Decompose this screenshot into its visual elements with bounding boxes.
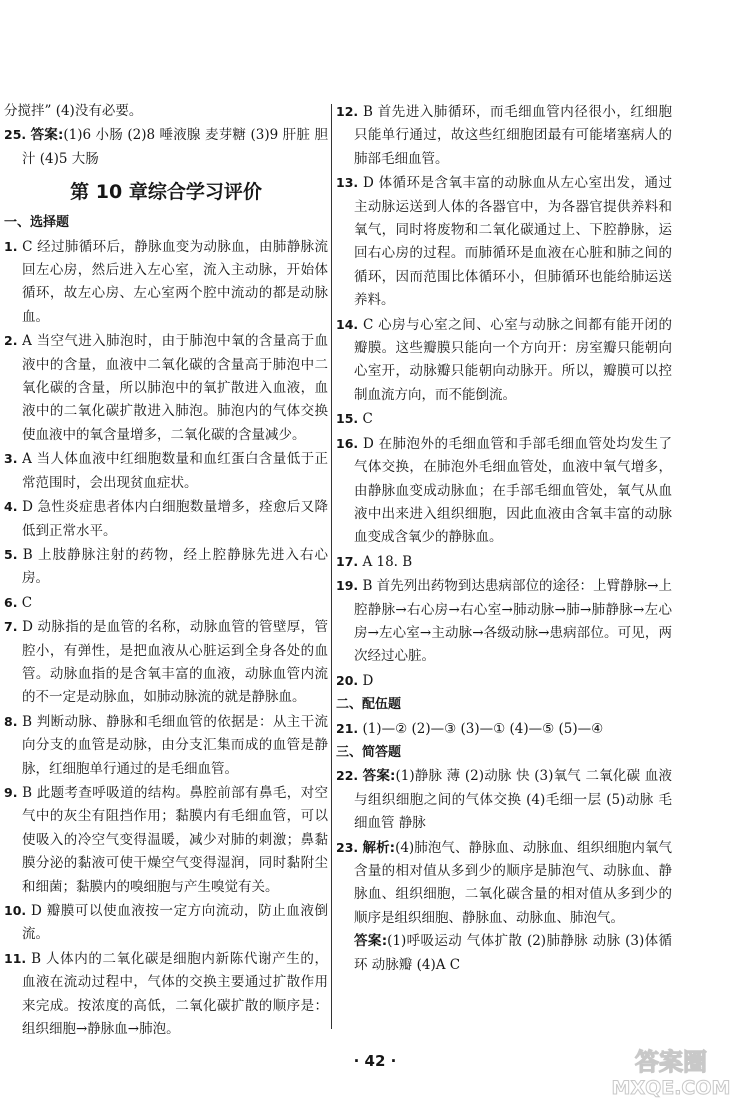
answer-item	[4, 899, 328, 947]
item-number: 23.	[336, 839, 359, 855]
item-text: A 当空气进入肺泡时，由于肺泡中氧的含量高于血液中的含量，血液中二氧化碳的含量高于肺泡中二氧化碳的含量，所以肺泡中的氧扩散进入血液，血液中的二氧化碳扩散进入肺泡。肺泡内的气体交换使血液中的氧含量增多，二氧化碳的含量减少。	[22, 333, 328, 443]
choice-answers-list	[4, 235, 328, 1042]
section-heading-matching: 二、配伍题	[336, 697, 402, 713]
item-text: C 心房与心室之间、心室与动脉之间都有能开闭的瓣膜。这些瓣膜只能向一个方向开：房室瓣只能朝向心室开，动脉瓣只能朝向动脉开。所以，瓣膜可以控制血流方向，而不能倒流。	[354, 316, 672, 403]
answer-item	[336, 407, 672, 431]
item-text: D 在肺泡外的毛细血管和手部毛细血管处均发生了气体交换，在肺泡外毛细血管处，血液中氧气增多，由静脉血变成动脉血；在手部毛细血管处，氧气从血液中出来进入组织细胞，因此血液由含氧丰富的动脉血变成含氧少的静脉血。	[354, 435, 672, 546]
item-number: 6.	[4, 594, 18, 610]
item-text: D 瓣膜可以使血液按一定方向流动，防止血液倒流。	[22, 903, 328, 943]
left-column	[4, 100, 328, 1041]
answer-item	[4, 235, 328, 330]
answer-25	[4, 123, 328, 171]
item-text: B 判断动脉、静脉和毛细血管的依据是：从主干流向分支的血管是动脉，由分支汇集而成的血管是静脉，红细胞单行通过的是毛细血管。	[22, 713, 328, 777]
answer-label: 答案:	[30, 127, 64, 144]
answer-label: 答案:	[354, 933, 388, 950]
answer-item	[336, 100, 672, 171]
answer-item	[336, 171, 672, 312]
item-number: 13.	[336, 175, 359, 191]
left-fragment: 分搅拌” (4)没有必要。	[4, 103, 143, 119]
item-number: 25.	[4, 127, 27, 143]
item-number: 21.	[336, 720, 359, 736]
item-number: 1.	[4, 238, 18, 254]
item-text: C 经过肺循环后，静脉血变为动脉血，由肺静脉流回左心房，然后进入左心室，流入主动脉，开始体循环，故左心房、左心室两个腔中流动的都是动脉血。	[22, 238, 329, 325]
item-text: B 此题考查呼吸道的结构。鼻腔前部有鼻毛，对空气中的灰尘有阻挡作用；黏膜内有毛细血管，可以使吸入的冷空气变得温暖，减少对肺的刺激；鼻黏膜分泌的黏液可使干燥空气变得湿润，同时黏附尘和细菌；黏膜内的嗅细胞与产生嗅觉有关。	[22, 784, 328, 895]
answer-item	[336, 313, 672, 408]
answer-item	[4, 710, 328, 781]
page-number: · 42 ·	[353, 1052, 397, 1070]
item-number: 14.	[336, 316, 359, 332]
answer-item	[4, 947, 328, 1042]
answer-item	[4, 781, 328, 899]
item-text: D	[362, 672, 374, 689]
item-text: B 首先列出药物到达患病部位的途径：上臂静脉→上腔静脉→右心房→右心室→肺动脉→肺→肺静脉→左心房→左心室→主动脉→各级动脉→患病部位。可见，两次经过心脏。	[354, 578, 673, 665]
answer-item	[4, 615, 328, 710]
item-number: 5.	[4, 546, 18, 562]
answer-21	[336, 717, 672, 741]
item-text: A 当人体血液中红细胞数量和血红蛋白含量低于正常范围时，会出现贫血症状。	[22, 451, 328, 491]
item-number: 10.	[4, 903, 27, 918]
right-column	[336, 100, 672, 977]
answer-item	[4, 591, 328, 615]
answer-text: (1)呼吸运动 气体扩散 (2)肺静脉 动脉 (3)体循环 动脉瓣 (4)A C	[354, 933, 672, 973]
item-number: 4.	[4, 499, 18, 515]
answer-label: 答案:	[362, 768, 396, 785]
answer-22	[336, 764, 672, 835]
item-number: 8.	[4, 713, 18, 729]
analysis-label: 解析:	[362, 839, 396, 856]
item-text: D 急性炎症患者体内白细胞数量增多，痊愈后又降低到正常水平。	[22, 499, 328, 539]
item-text: C	[21, 594, 33, 611]
section-heading-short-answer: 三、简答题	[336, 744, 402, 760]
answer-item	[4, 329, 328, 447]
answer-item	[336, 432, 672, 550]
item-number: 3.	[4, 451, 18, 467]
answer-23-result	[336, 930, 672, 977]
watermark-text-url: MXQE.COM	[611, 1077, 731, 1099]
section-heading-choice: 一、选择题	[4, 215, 70, 231]
answer-text: (1)静脉 薄 (2)动脉 快 (3)氧气 二氧化碳 血液与组织细胞之间的气体交换 (4)毛细一层 (5)动脉 毛细血管 静脉	[354, 768, 672, 832]
watermark-logo	[596, 1044, 746, 1100]
item-number: 15.	[336, 411, 359, 427]
answer-item	[336, 574, 672, 669]
item-number: 7.	[4, 619, 18, 635]
item-number: 17.	[336, 553, 359, 569]
item-number: 22.	[336, 768, 359, 784]
item-number: 11.	[4, 950, 27, 966]
item-text: D 动脉指的是血管的名称，动脉血管的管壁厚，管腔小，有弹性，是把血液从心脏运到全身各处的血管。动脉血指的是含氧丰富的血液，动脉血管内流的不一定是动脉血，如肺动脉流的就是静脉血。	[22, 619, 328, 706]
item-number: 2.	[4, 333, 18, 349]
column-divider	[331, 104, 332, 1029]
item-text: B 首先进入肺循环，而毛细血管内径很小，红细胞只能单行通过，故这些红细胞团最有可能堵塞病人的肺部毛细血管。	[354, 104, 673, 167]
answer-23	[336, 836, 672, 931]
item-text: B 人体内的二氧化碳是细胞内新陈代谢产生的，血液在流动过程中，气体的交换主要通过扩散作用来完成。按浓度的高低，二氧化碳扩散的顺序是：组织细胞→静脉血→肺泡。	[22, 950, 328, 1038]
item-number: 20.	[336, 672, 359, 688]
item-text: C	[362, 411, 373, 428]
item-number: 9.	[4, 784, 18, 800]
item-number: 16.	[336, 435, 359, 451]
answer-item	[336, 669, 672, 693]
answer-item	[336, 550, 672, 574]
analysis-text: (4)肺泡气、静脉血、动脉血、组织细胞内氧气含量的相对值从多到少的顺序是肺泡气、动脉血、静脉血、组织细胞，二氧化碳含量的相对值从多到少的顺序是组织细胞、静脉血、动脉血、肺泡气。	[354, 839, 673, 926]
chapter-title: 第 10 章综合学习评价	[70, 181, 262, 204]
watermark-text-cn: 答案圈	[635, 1048, 707, 1076]
choice-answers-list-continued	[336, 100, 672, 693]
answer-text: (1)6 小肠 (2)8 唾液腺 麦芽糖 (3)9 肝脏 胆汁 (4)5 大肠	[22, 127, 328, 167]
item-text: B 上肢静脉注射的药物，经上腔静脉先进入右心房。	[22, 546, 328, 587]
item-text: A 18. B	[362, 553, 413, 570]
answer-item	[4, 495, 328, 543]
item-number: 12.	[336, 104, 359, 119]
answer-item	[4, 447, 328, 495]
item-number: 19.	[336, 578, 359, 594]
item-text: D 体循环是含氧丰富的动脉血从左心室出发，通过主动脉运送到人体的各器官中，为各器官提供养料和氧气，同时将废物和二氧化碳通过上、下腔静脉，运回右心房的过程。而肺循环是血液在心脏和肺之间的循环，因而范围比体循环小，但肺循环也能给肺运送养料。	[354, 175, 672, 309]
answer-text: (1)—② (2)—③ (3)—① (4)—⑤ (5)—④	[362, 720, 604, 737]
answer-item	[4, 543, 328, 591]
